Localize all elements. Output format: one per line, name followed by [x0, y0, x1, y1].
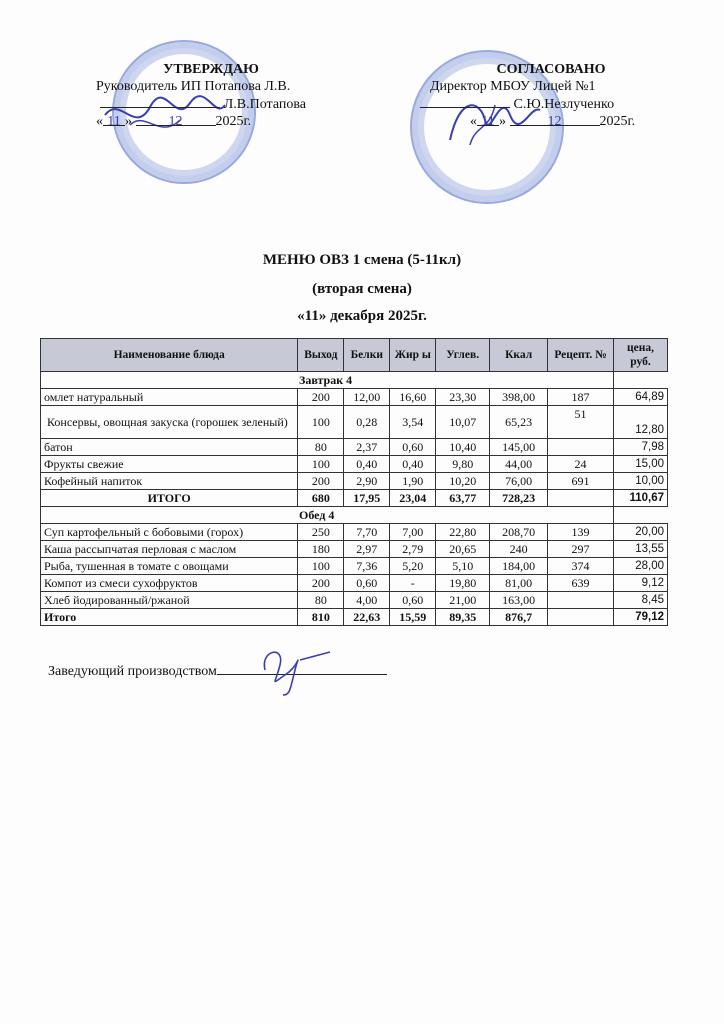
cell-protein: 7,70: [344, 524, 390, 541]
cell-price: 64,89: [613, 389, 667, 406]
cell-recipe: [548, 439, 614, 456]
col-header-recipe: Рецепт. №: [548, 339, 614, 372]
dish-name: Компот из смеси сухофруктов: [41, 575, 298, 592]
cell-kcal: 398,00: [490, 389, 548, 406]
cell-carbs: 5,10: [436, 558, 490, 575]
date-quote-close: »: [125, 114, 132, 129]
cell-carbs: 10,40: [436, 439, 490, 456]
cell-price: 20,00: [613, 524, 667, 541]
dish-name: Хлеб йодированный/ржаной: [41, 592, 298, 609]
cell-output: 200: [298, 473, 344, 490]
cell-kcal: 728,23: [490, 490, 548, 507]
cell-recipe: [548, 490, 614, 507]
cell-carbs: 22,80: [436, 524, 490, 541]
table-row: [41, 558, 668, 575]
cell-price: 8,45: [613, 592, 667, 609]
table-row: [41, 406, 668, 439]
cell-output: 810: [298, 609, 344, 626]
cell-carbs: 10,20: [436, 473, 490, 490]
cell-price: 12,80: [613, 406, 667, 439]
signature-line: [100, 95, 220, 108]
cell-price: 15,00: [613, 456, 667, 473]
date-year: 2025г.: [215, 114, 252, 129]
cell-protein: 2,97: [344, 541, 390, 558]
cell-protein: 4,00: [344, 592, 390, 609]
cell-output: 200: [298, 575, 344, 592]
cell-kcal: 81,00: [490, 575, 548, 592]
table-row: [41, 439, 668, 456]
cell-kcal: 65,23: [490, 406, 548, 439]
production-manager-signature: [48, 662, 387, 680]
approval-position: Руководитель ИП Потапова Л.В.: [96, 79, 291, 94]
cell-fat: 0,60: [390, 592, 436, 609]
table-row: [41, 389, 668, 406]
total-label: Итого: [41, 609, 298, 626]
cell-recipe: [548, 592, 614, 609]
cell-kcal: 145,00: [490, 439, 548, 456]
col-header-name: Наименование блюда: [41, 339, 298, 372]
total-row: [41, 490, 668, 507]
date-day: 11: [477, 113, 499, 126]
dish-name: Каша рассыпчатая перловая с маслом: [41, 541, 298, 558]
cell-price: 110,67: [613, 490, 667, 507]
table-row: [41, 592, 668, 609]
signature-footer-icon: [255, 640, 335, 700]
cell-carbs: 63,77: [436, 490, 490, 507]
date-year: 2025г.: [599, 114, 636, 129]
menu-date: «11» декабря 2025г.: [297, 308, 427, 324]
section-row-breakfast: [41, 372, 668, 389]
dish-name: Рыба, тушенная в томате с овощами: [41, 558, 298, 575]
section-label: Обед 4: [41, 507, 614, 524]
cell-output: 100: [298, 456, 344, 473]
cell-fat: 16,60: [390, 389, 436, 406]
cell-kcal: 76,00: [490, 473, 548, 490]
cell-protein: 0,40: [344, 456, 390, 473]
footer-label: Заведующий производством: [48, 664, 217, 679]
cell-kcal: 44,00: [490, 456, 548, 473]
cell-protein: 22,63: [344, 609, 390, 626]
col-header-output: Выход: [298, 339, 344, 372]
total-label: ИТОГО: [41, 490, 298, 507]
cell-fat: 7,00: [390, 524, 436, 541]
cell-recipe: 639: [548, 575, 614, 592]
col-header-price: цена, руб.: [613, 339, 667, 372]
cell-carbs: 20,65: [436, 541, 490, 558]
table-row: [41, 473, 668, 490]
total-row: [41, 609, 668, 626]
cell-carbs: 10,07: [436, 406, 490, 439]
cell-fat: -: [390, 575, 436, 592]
menu-title: МЕНЮ ОВЗ 1 смена (5-11кл): [262, 252, 462, 268]
cell-recipe: 187: [548, 389, 614, 406]
cell-protein: 2,90: [344, 473, 390, 490]
cell-fat: 0,60: [390, 439, 436, 456]
cell-kcal: 208,70: [490, 524, 548, 541]
date-quote-open: «: [96, 114, 103, 129]
menu-table: [40, 338, 668, 626]
approval-signature-name: Л.В.Потапова: [223, 97, 306, 112]
approval-signature-name: С.Ю.Незлученко: [513, 97, 615, 112]
col-header-fat: Жир ы: [390, 339, 436, 372]
dish-name: омлет натуральный: [41, 389, 298, 406]
cell-price: 13,55: [613, 541, 667, 558]
approval-heading: СОГЛАСОВАНО: [496, 62, 606, 77]
cell-fat: 1,90: [390, 473, 436, 490]
cell-protein: 0,28: [344, 406, 390, 439]
section-row-lunch: [41, 507, 668, 524]
cell-protein: 0,60: [344, 575, 390, 592]
cell-output: 200: [298, 389, 344, 406]
table-row: [41, 524, 668, 541]
cell-recipe: 374: [548, 558, 614, 575]
cell-output: 80: [298, 592, 344, 609]
approval-block-left: [96, 61, 326, 130]
cell-fat: 5,20: [390, 558, 436, 575]
cell-kcal: 184,00: [490, 558, 548, 575]
col-header-carbs: Углев.: [436, 339, 490, 372]
dish-name: Консервы, овощная закуска (горошек зеленый): [41, 406, 298, 439]
cell-fat: 2,79: [390, 541, 436, 558]
table-row: [41, 541, 668, 558]
cell-recipe: 297: [548, 541, 614, 558]
cell-output: 680: [298, 490, 344, 507]
section-label: Завтрак 4: [41, 372, 614, 389]
cell-carbs: 21,00: [436, 592, 490, 609]
cell-recipe: 24: [548, 456, 614, 473]
cell-kcal: 240: [490, 541, 548, 558]
cell-kcal: 876,7: [490, 609, 548, 626]
cell-fat: 3,54: [390, 406, 436, 439]
menu-subtitle: (вторая смена): [312, 281, 412, 297]
date-day: 11: [103, 113, 125, 126]
table-row: [41, 456, 668, 473]
dish-name: Фрукты свежие: [41, 456, 298, 473]
dish-name: Кофейный напиток: [41, 473, 298, 490]
signature-line: [420, 95, 510, 108]
cell-output: 180: [298, 541, 344, 558]
cell-carbs: 89,35: [436, 609, 490, 626]
cell-output: 100: [298, 406, 344, 439]
cell-recipe: [548, 609, 614, 626]
cell-price: 9,12: [613, 575, 667, 592]
cell-recipe: 139: [548, 524, 614, 541]
table-row: [41, 575, 668, 592]
date-month: 12: [136, 113, 216, 126]
cell-output: 80: [298, 439, 344, 456]
cell-protein: 2,37: [344, 439, 390, 456]
date-month: 12: [510, 113, 600, 126]
cell-carbs: 19,80: [436, 575, 490, 592]
cell-fat: 15,59: [390, 609, 436, 626]
cell-output: 250: [298, 524, 344, 541]
col-header-kcal: Ккал: [490, 339, 548, 372]
cell-output: 100: [298, 558, 344, 575]
cell-carbs: 23,30: [436, 389, 490, 406]
cell-recipe: 691: [548, 473, 614, 490]
cell-price: 7,98: [613, 439, 667, 456]
cell-protein: 17,95: [344, 490, 390, 507]
cell-fat: 23,04: [390, 490, 436, 507]
dish-name: Суп картофельный с бобовыми (горох): [41, 524, 298, 541]
cell-price: 79,12: [613, 609, 667, 626]
cell-carbs: 9,80: [436, 456, 490, 473]
cell-protein: 7,36: [344, 558, 390, 575]
approval-position: Директор МБОУ Лицей №1: [430, 79, 596, 94]
cell-price: 28,00: [613, 558, 667, 575]
cell-recipe: 51: [548, 406, 614, 439]
cell-kcal: 163,00: [490, 592, 548, 609]
approval-heading: УТВЕРЖДАЮ: [163, 62, 259, 77]
approval-block-right: [420, 61, 642, 130]
dish-name: батон: [41, 439, 298, 456]
col-header-protein: Белки: [344, 339, 390, 372]
date-quote-open: «: [470, 114, 477, 129]
table-header-row: [41, 339, 668, 372]
cell-price: 10,00: [613, 473, 667, 490]
cell-fat: 0,40: [390, 456, 436, 473]
cell-protein: 12,00: [344, 389, 390, 406]
date-quote-close: »: [499, 114, 506, 129]
